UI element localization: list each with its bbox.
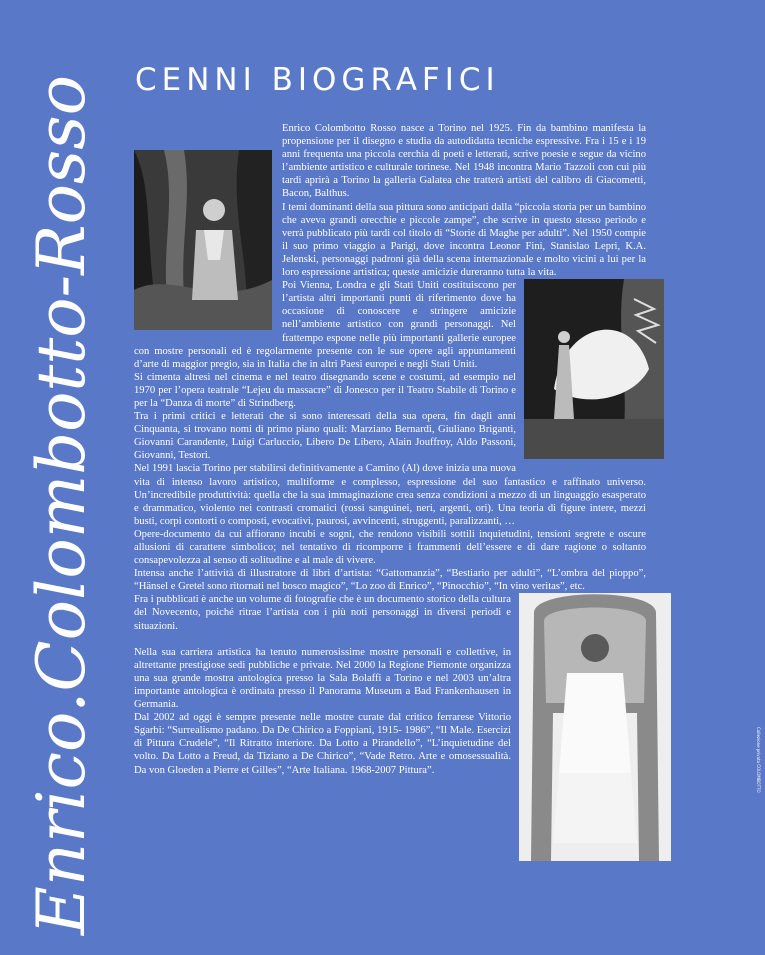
bio-paragraph: Tra i primi critici e letterati che si sono interessati della sua opera, fin dagli anni Cinquanta, si trovano nomi di primo piano quali: Marziano Bernardi, Giuliano Briganti, Giovanni Carandente, Luigi Carluccio, Libero De Libero, Alain Jouffroy, Aldo Passoni, Giovanni, Testori. (134, 411, 516, 462)
photo-credit: Collezione privata COLOMBOTTO (756, 727, 761, 793)
bio-paragraph: Enrico Colombotto Rosso nasce a Torino nel 1925. Fin da bambino manifesta la propensione per il disegno e studia da autodidatta tecniche espressive. Fra i 15 e i 19 anni frequenta una piccola cerchia di poeti e letterati, scrive poesie e segue da vicino l’ambiente artistico e culturale torinese. Nel 1948 incontra Mario Tazzoli con cui più tardi aprirà a Torino la galleria Galatea che tratterà artisti del calibro di Giacometti, Bacon, Balthus. (282, 123, 646, 200)
bio-paragraph: Dal 2002 ad oggi è sempre presente nelle mostre curate dal critico ferrarese Vittorio Sgarbi: “Surrealismo padano. Da De Chirico a Foppiani, 1915- 1986”, “Il Male. Esercizi di Pittura Crudele”, “Il Ritratto interiore. Da Lotto a Pirandello”, “L’inquietudine del volto. Da Lotto a Freud, da Tiziano a De Chirico”, “Vade Retro. Arte e omosessualità. Da von Gloeden a Pierre et Gilles”, “Arte Italiana. 1968-2007 Pittura”. (134, 712, 511, 776)
bio-paragraph: Si cimenta altresì nel cinema e nel teatro disegnando scene e costumi, ad esempio nel 1970 per l’opera teatrale “Lejeu du massacre” di Jonesco per il Teatro Stabile di Torino e per la “Danza di morte” di Strindberg. (134, 371, 516, 409)
bio-paragraph: Nella sua carriera artistica ha tenuto numerosissime mostre personali e collettive, in altrettante prestigiose sedi pubbliche e private. Nel 2000 la Regione Piemonte organizza una sua grande mostra antologica presso la Sala Bolaffi a Torino e nel 2003 un’altra importante antologica è ordinata presso il Panorama Museum a Bad Frankenhausen in Germania. (134, 646, 511, 711)
bio-paragraph: Nel 1991 lascia Torino per stabilirsi definitivamente a Camino (Al) dove inizia una nuova vita di intenso lavoro artistico, multiforme e complesso, espressione del suo fantastico e raffinato universo. Un’incredibile produttività: quella che la sua immaginazione crea senza condizioni a mezzo di un linguaggio esasperato e drammatico, violento nei contrasti cromatici (rossi sanguinei, neri, argenti, ori). Una teoria di figure intere, mezzi busti, corpi contorti o composti, evocativi, paurosi, avvincenti, struggenti, paralizzanti, … (134, 463, 646, 527)
bio-paragraph: I temi dominanti della sua pittura sono anticipati dalla “piccola storia per un bambino che aveva grandi orecchie e piccole zampe”, che scrive in questo stesso periodo e verrà pubblicato più tardi col titolo di “Storie di Maghe per adulti”. Nel 1950 compie il suo primo viaggio a Parigi, dove incontra Leonor Fini, Stanislao Lepri, K.A. Jelenski, personaggi padroni già della scena internazionale e molto vicini a lui per la loro espressione artistica; queste amicizie dureranno tutta la vita. (282, 201, 646, 279)
portrait-photo-garden (134, 150, 272, 330)
bio-paragraph: Poi Vienna, Londra e gli Stati Uniti costituiscono per l’artista altri importanti punti di riferimento dove ha occasione di conoscere e stringere amicizie nell’ambiente artistico con grandi personaggi. Nel frattempo espone nelle più importanti gallerie europee con mostre personali ed è regolarmente presente con le sue opere agli appuntamenti d’arte di maggior pregio, sia in Italia che in altri Paesi europei e negli Stati Uniti. (134, 280, 516, 370)
artist-signature (6, 60, 116, 940)
bio-paragraph: Intensa anche l’attività di illustratore di libri d’artista: “Gattomanzia”, “Bestiario per adulti”, “L’ombra del pioppo”, “Hänsel e Gretel sono ritornati nel bosco magico”, “Lo zoo di Enrico”, “Pinocchio”, “In vino veritas”, etc. (134, 568, 646, 593)
signature-text: Enrico.Colombotto-Rosso (23, 87, 100, 935)
bio-paragraph: Opere-documento da cui affiorano incubi e sogni, che rendono visibili sottili inquietudini, tensioni segrete e oscure allusioni di carattere simbolico; nel tentativo di ricomporre i frammenti dell’essere e di dare ragione o soltanto consapevolezza al senso di solitudine e al male di vivere. (134, 528, 646, 567)
bio-paragraph: Fra i pubblicati è anche un volume di fotografie che è un documento storico della cultura del Novecento, poiché ritrae l’artista con i più noti personaggi in diversi periodi e situazioni. (134, 594, 511, 632)
biography-text (134, 122, 761, 861)
page-title: CENNI BIOGRAFICI (135, 62, 500, 98)
photo-artist-with-fan (524, 279, 664, 459)
photo-artist-wicker-chair (519, 593, 671, 861)
